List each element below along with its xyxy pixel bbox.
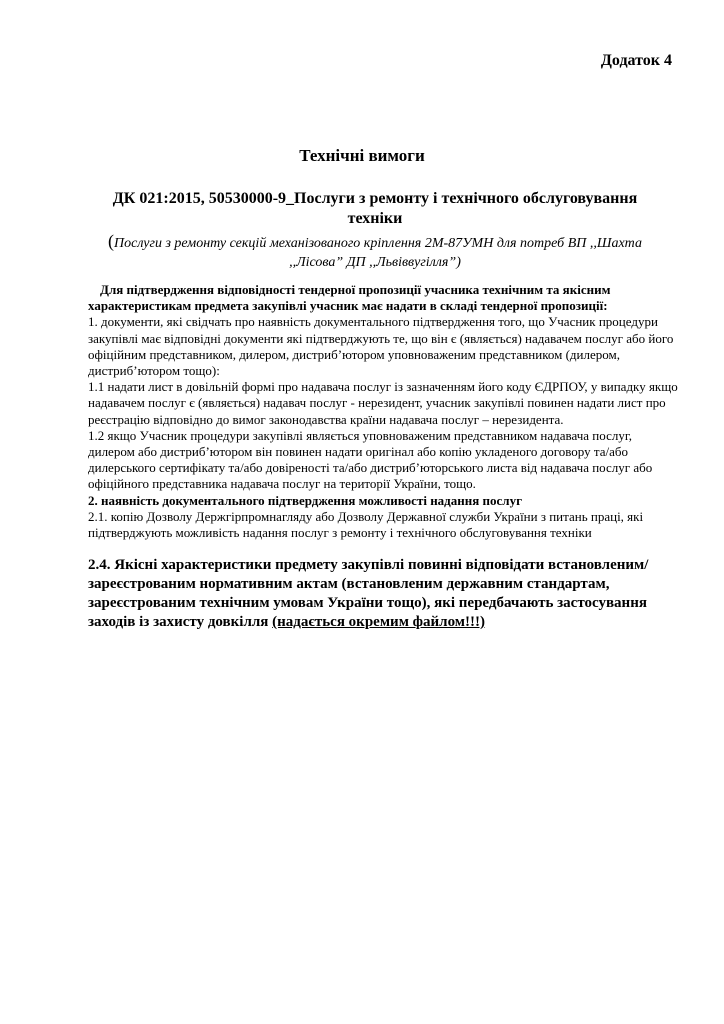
item-2-4-text: 2.4. Якісні характеристики предмету закупівлі повинні відповідати встановленим/зареєстрованим нормативним актам (встановленим державним стандартам, зареєстрованим технічним умовам України тощо), які передбачають застосування заходів із захисту довкілля (88, 557, 649, 630)
requirements-body (88, 282, 678, 541)
subject-note-open-paren: ( (108, 231, 115, 251)
item-1-2: 1.2 якщо Учасник процедури закупівлі являється уповноваженим представником надавача послуг, дилером або дистриб’ютором він повинен надати оригінал або копію укладеного договору та/або дилерського сертифікату та/або довіреності та/або дистриб’юторського листа від надавача послуг або офіційного представника надавача послуг на території України, тощо. (88, 427, 653, 492)
intro-paragraph: Для підтвердження відповідності тендерної пропозиції учасника технічним та якісним характеристикам предмета закупівлі учасник має надати в складі тендерної пропозиції: (88, 282, 611, 314)
item-2-4 (88, 556, 668, 632)
item-1-1: 1.1 надати лист в довільній формі про надавача послуг із зазначенням його коду ЄДРПОУ, у випадку якщо надавачем послуг є (являється) надавач послуг - нерезидент, учасник закупівлі повинен надати лист про реєстрацію відповідно до вимог законодавства країни надавача послуг – нерезидента. (88, 379, 678, 427)
page-title: Технічні вимоги (299, 146, 425, 165)
item-2: 2. наявність документального підтвердження можливості надання послуг (88, 492, 522, 508)
subject-note (88, 232, 662, 272)
appendix-label: Додаток 4 (600, 52, 672, 69)
subject-note-text: Послуги з ремонту секцій механізованого кріплення 2М-87УМН для потреб ВП ,,Шахта ,,Лісова” ДП ,,Львіввугілля”) (114, 236, 642, 270)
subject-line: ДК 021:2015, 50530000-9_Послуги з ремонту і технічного обслуговування техніки (112, 190, 638, 227)
item-1: 1. документи, які свідчать про наявність документального підтвердження того, що Учасник процедури закупівлі має відповідні документи які підтверджують те, що він є (являється) надавачем послуг або його офіційним представником, дилером, дистриб’ютором уповноваженим представником (дилером, дистриб’ютором тощо): (88, 314, 674, 379)
item-2-4-note: (надається окремим файлом!!!) (272, 614, 486, 630)
item-2-1: 2.1. копію Дозволу Держгірпромнагляду або Дозволу Державної служби України з питань праці, які підтверджують можливість надання послуг з ремонту і технічного обслуговування техніки (88, 508, 644, 541)
